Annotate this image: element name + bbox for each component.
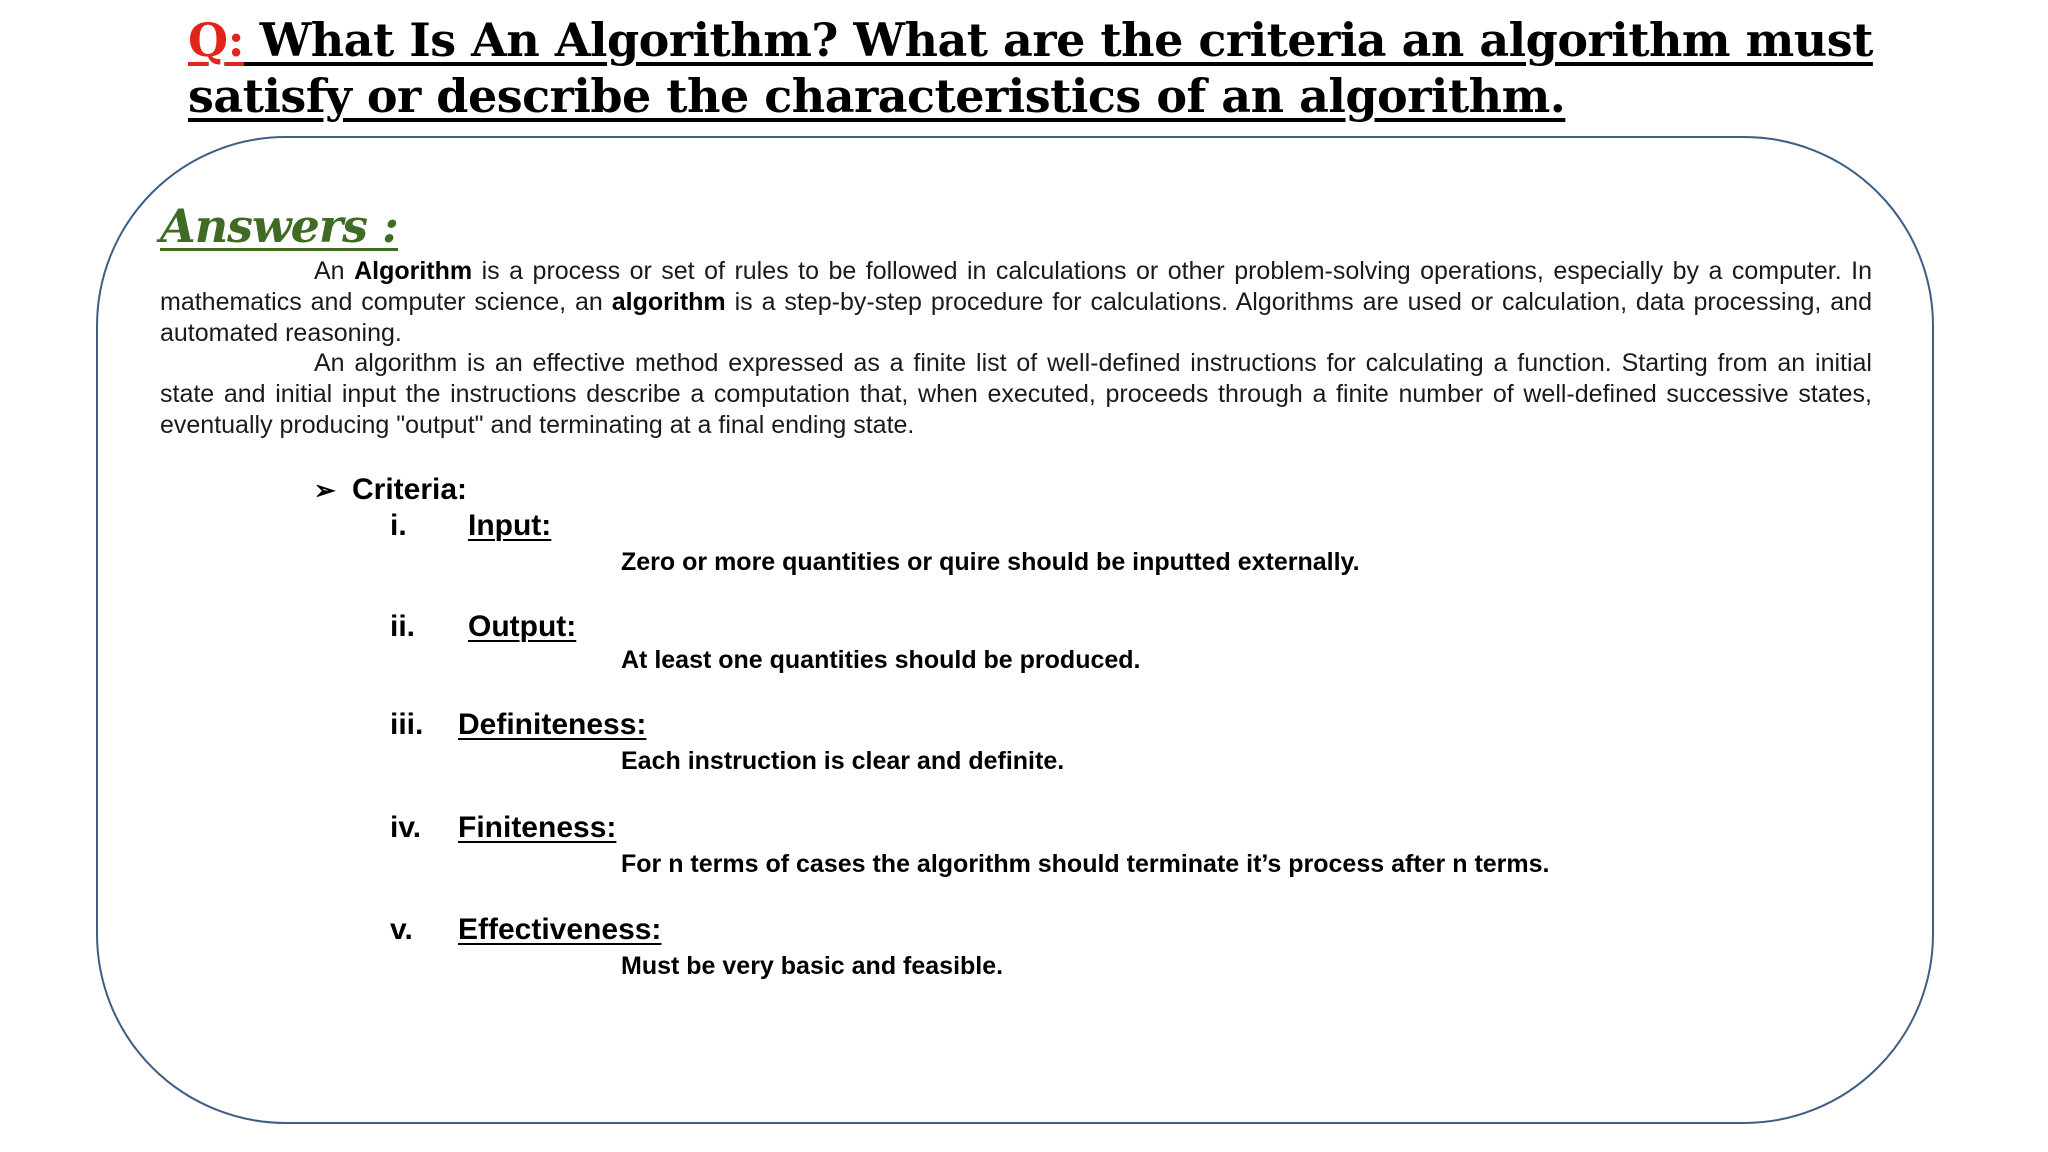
question-text: What Is An Algorithm? What are the criteria an algorithm must satisfy or describe the characteristics of an algorithm. xyxy=(188,13,1873,123)
criterion-name-effectiveness: Effectiveness: xyxy=(458,913,662,946)
page-title xyxy=(188,12,1928,124)
criterion-number: v. xyxy=(390,913,413,946)
paragraph-bold-term: Algorithm xyxy=(354,257,473,285)
criterion-number: i. xyxy=(390,509,407,542)
criterion-description: Zero or more quantities or quire should be inputted externally. xyxy=(621,548,1360,576)
criterion-name-output: Output: xyxy=(468,610,577,643)
criterion-description: At least one quantities should be produced. xyxy=(621,646,1141,674)
arrow-bullet-icon: ➢ xyxy=(314,475,336,505)
criteria-heading-label: Criteria: xyxy=(352,473,468,506)
criterion-description: Must be very basic and feasible. xyxy=(621,952,1004,980)
question-prefix: Q: xyxy=(188,13,245,67)
criterion-description: For n terms of cases the algorithm should terminate it’s process after n terms. xyxy=(621,850,1550,878)
criterion-name-input: Input: xyxy=(468,509,552,542)
paragraph-bold-term: algorithm xyxy=(611,288,726,316)
answers-heading: Answers : xyxy=(160,199,399,253)
criterion-name-definiteness: Definiteness: xyxy=(458,708,647,741)
criterion-number: iv. xyxy=(390,811,422,844)
definition-paragraph xyxy=(160,256,1872,349)
paragraph-text: is a step-by-step procedure for calculations. Algorithms are used or calculation, data processing, and automated reasoning. xyxy=(160,288,1872,347)
criteria-heading xyxy=(314,472,467,508)
criterion-description: Each instruction is clear and definite. xyxy=(621,747,1065,775)
paragraph-text: is a process or set of rules to be followed in calculations or other problem-solving operations, especially by a computer. In mathematics and computer science, an xyxy=(160,257,1872,316)
criterion-number: ii. xyxy=(390,610,416,643)
paragraph-text: An xyxy=(314,257,355,285)
criterion-name-finiteness: Finiteness: xyxy=(458,811,617,844)
criterion-number: iii. xyxy=(390,708,424,741)
method-paragraph: An algorithm is an effective method expressed as a finite list of well-defined instructions for calculating a function. Starting from an initial state and initial input the instructions describe a computation that, when executed, proceeds through a finite number of well-defined successive states, eventually producing "output" and terminating at a final ending state. xyxy=(160,349,1872,439)
